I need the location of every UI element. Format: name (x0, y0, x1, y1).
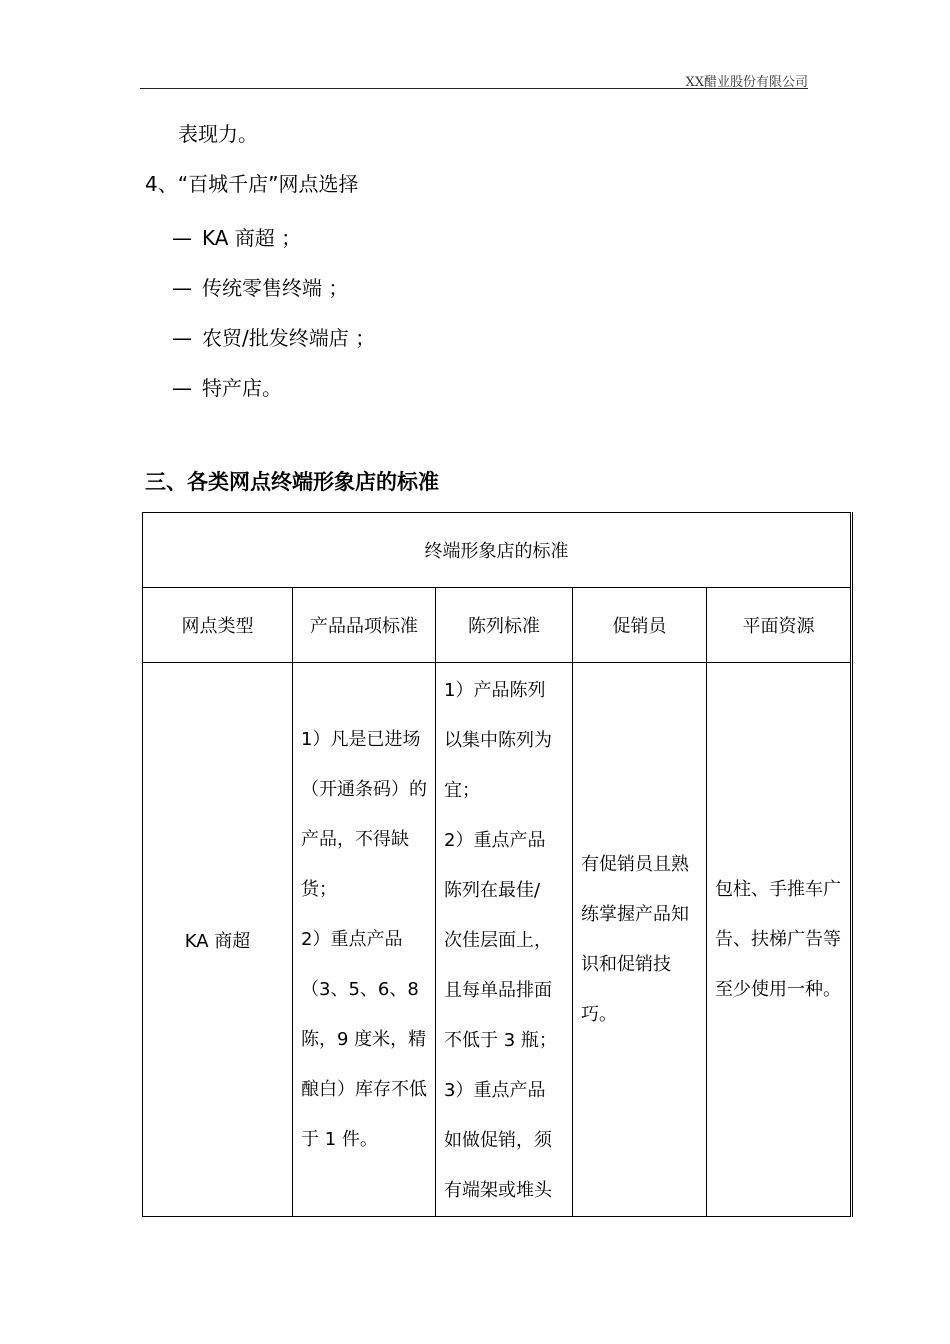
cell-line: 2）重点产品 (444, 830, 546, 851)
bullet-label: KA 商超 ； (202, 226, 302, 250)
cell-line: 不低于 3 瓶； (444, 1030, 557, 1051)
table-row (143, 663, 852, 1217)
column-header-promoter: 促销员 (573, 588, 707, 663)
cell-line: 1）产品陈列 (444, 680, 546, 701)
cell-line: 巧。 (581, 1003, 617, 1025)
cell-line: 于 1 件。 (301, 1128, 378, 1150)
table-title: 终端形象店的标准 (143, 513, 852, 588)
cell-line: 货； (301, 878, 337, 900)
bullet-item (172, 222, 301, 251)
standards-table (142, 512, 853, 1217)
bullet-dash: — (172, 276, 192, 300)
header-divider (140, 88, 808, 89)
cell-line: 识和促销技 (581, 953, 671, 975)
bullet-label: 特产店。 (202, 376, 282, 400)
cell-line: 包柱、手推车广 (715, 878, 841, 900)
bullet-dash: — (172, 226, 192, 250)
cell-line: 3）重点产品 (444, 1080, 546, 1101)
cell-line: 有端架或堆头 (444, 1180, 552, 1201)
bullet-dash: — (172, 326, 192, 350)
column-header-outlet-type: 网点类型 (143, 588, 293, 663)
item4-heading: 4、“百城千店”网点选择 (145, 172, 359, 196)
cell-display-standard (436, 663, 573, 1217)
cell-line: 有促销员且熟 (581, 853, 689, 875)
cell-line: 1）凡是已进场 (301, 728, 421, 750)
cell-promoter (573, 663, 707, 1217)
column-header-product-standard: 产品品项标准 (293, 588, 436, 663)
cell-print-media (707, 663, 852, 1217)
cell-line: 以集中陈列为 (444, 730, 552, 751)
cell-line: 陈，9 度米，精 (301, 1028, 427, 1050)
bullet-item (172, 272, 348, 301)
column-header-display-standard: 陈列标准 (436, 588, 573, 663)
cell-line: 至少使用一种。 (715, 978, 841, 1000)
bullet-item (172, 322, 375, 351)
continuation-text: 表现力。 (178, 122, 258, 146)
cell-line: 2）重点产品 (301, 928, 403, 950)
cell-line: 产品，不得缺 (301, 828, 409, 850)
bullet-item (172, 372, 282, 401)
cell-line: 次佳层面上， (444, 930, 552, 951)
cell-product-standard (293, 663, 436, 1217)
bullet-label: 农贸/批发终端店 ； (202, 326, 376, 350)
cell-line: 宜； (444, 780, 480, 801)
cell-line: （开通条码）的 (301, 778, 427, 800)
section-title: 三、各类网点终端形象店的标准 (145, 470, 439, 494)
cell-line: （3、5、6、8 (301, 978, 419, 1000)
column-header-print-media: 平面资源 (707, 588, 852, 663)
cell-outlet-type: KA 商超 (143, 663, 293, 1217)
cell-line: 且每单品排面 (444, 980, 552, 1001)
cell-line: 练掌握产品知 (581, 903, 689, 925)
cell-line: 如做促销，须 (444, 1130, 552, 1151)
bullet-label: 传统零售终端 ； (202, 276, 349, 300)
cell-line: 告、扶梯广告等 (715, 928, 841, 950)
cell-line: 陈列在最佳/ (444, 880, 541, 901)
page-header-company: XX醋业股份有限公司 (685, 75, 808, 90)
cell-line: 酿白）库存不低 (301, 1078, 427, 1100)
bullet-dash: — (172, 376, 192, 400)
